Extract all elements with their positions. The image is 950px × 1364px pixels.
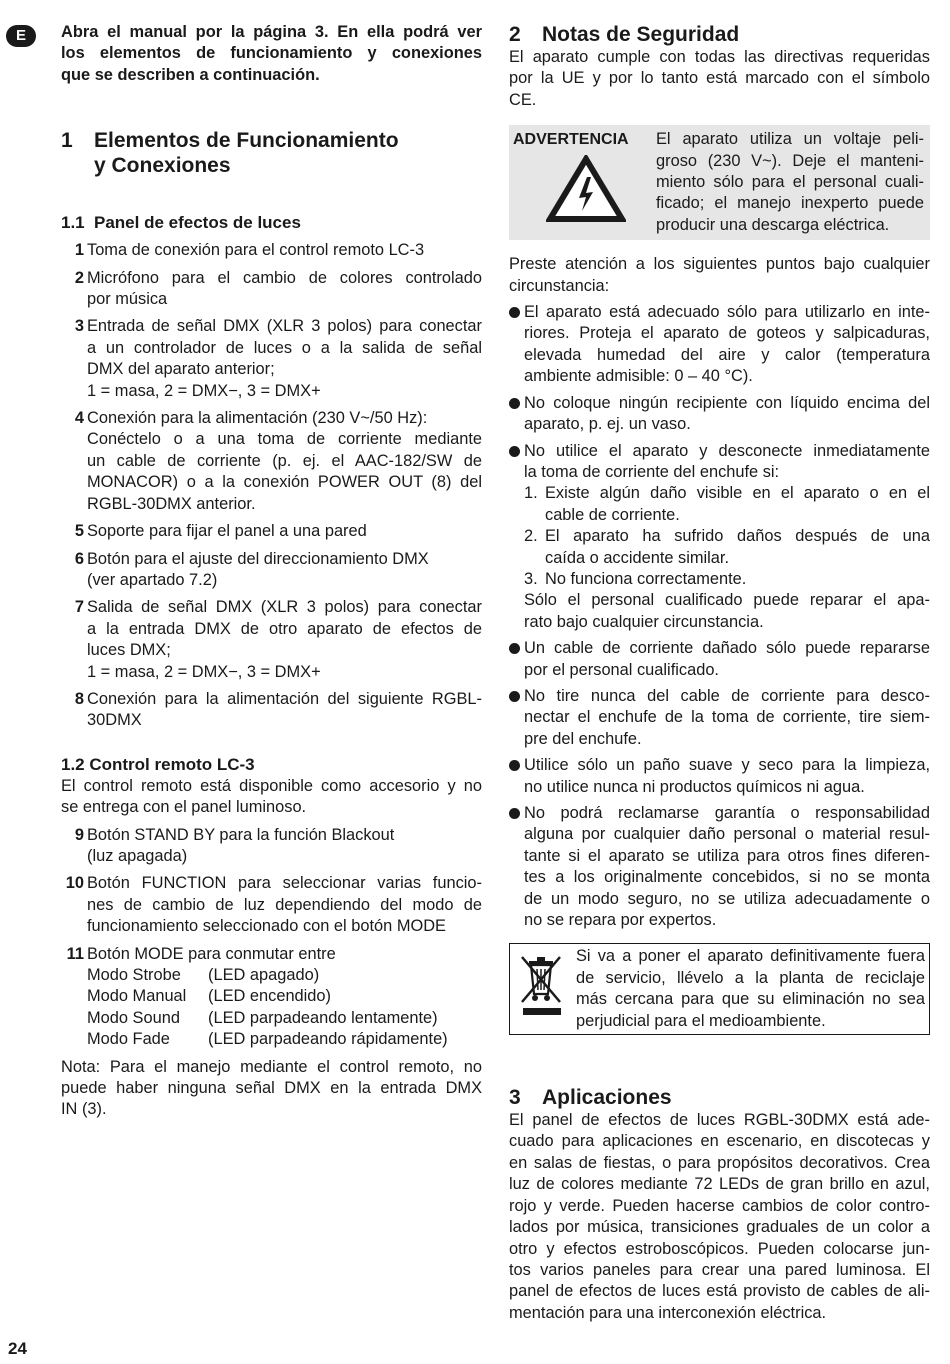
text-line: aparato, p. ej. un vaso.: [524, 415, 691, 434]
numbered-sub-item: [524, 526, 930, 569]
item-number: 5: [74, 522, 84, 541]
text-line: tes a los originalmente concebidos, si no se monta: [524, 868, 930, 887]
subsection-title: Panel de efectos de luces: [94, 213, 301, 233]
item-text-line: 30DMX: [87, 711, 142, 730]
warning-box: [509, 125, 930, 240]
section-number: 1: [61, 129, 73, 153]
text-line: No funciona correctamente.: [545, 569, 747, 588]
list-item: [61, 825, 482, 868]
list-item: [61, 597, 482, 683]
warning-line: ficado; el manejo inexperto puede: [656, 194, 924, 213]
section-title-line: y Conexiones: [94, 154, 231, 178]
item-text-line: (luz apagada): [87, 846, 188, 865]
item-number: 6: [74, 549, 84, 568]
text-line: Un cable de corriente dañado sólo puede repararse: [524, 639, 930, 658]
bullet-item: [509, 803, 930, 931]
remote-intro-line: se entrega con el panel luminoso.: [61, 798, 307, 817]
right-column: [509, 22, 930, 1324]
item-text-line: Soporte para fijar el panel a una pared: [87, 522, 367, 541]
item-text-line: Conexión para la alimentación (230 V~/50 Hz):: [87, 409, 428, 428]
sub-item-number: 1.: [524, 484, 538, 503]
item-text-line: Conexión para la alimentación del siguiente RGBL-: [87, 689, 482, 708]
warning-line: groso (230 V~). Deje el manteni-: [656, 151, 924, 170]
text-line: rojo y verde. Pueden hacerse cambios de color contro-: [509, 1196, 930, 1215]
text-line: otro y efectos estroboscópicos. Pueden colocarse jun-: [509, 1239, 930, 1258]
intro-line: Abra el manual por la página 3. En ella podrá ver: [61, 23, 482, 41]
remote-intro: [61, 776, 482, 819]
text-line: Utilice sólo un paño suave y seco para la limpieza,: [524, 756, 930, 775]
mode-state: (LED apagado): [208, 966, 320, 984]
ce-line: El aparato cumple con todas las directivas requeridas: [509, 48, 930, 66]
note-line: Nota: Para el manejo mediante el control remoto, no: [61, 1057, 482, 1076]
item-text-line: por música: [87, 290, 168, 309]
text-line: No podrá reclamarse garantía o responsabilidad: [524, 804, 930, 822]
item-text-line: a un controlador de luces o a la salida de señal: [87, 338, 482, 357]
subsection-1-1-heading: [61, 212, 482, 234]
list-item: [61, 268, 482, 311]
remote-items-list: [61, 825, 482, 938]
list-item: [61, 549, 482, 592]
item-number: 7: [74, 598, 84, 617]
bullet-dot-icon: [509, 441, 524, 634]
sub-item-number: 2.: [524, 527, 538, 546]
list-item: [61, 240, 482, 261]
item-text-line: RGBL-30DMX anterior.: [87, 494, 256, 513]
item-text-line: Botón FUNCTION para seleccionar varias funcio-: [87, 874, 482, 893]
bullet-dot-icon: [509, 803, 524, 931]
text-line: panel de efectos de luces está provisto de cables de ali-: [509, 1282, 930, 1301]
attention-line: Preste atención a los siguientes puntos bajo cualquier: [509, 255, 930, 274]
warning-line: producir una descarga eléctrica.: [656, 215, 890, 234]
mode-name: Modo Strobe: [87, 966, 181, 984]
item-number: 10: [65, 874, 84, 893]
text-line: no se repara por expertos.: [524, 911, 717, 930]
bullet-item: [509, 302, 930, 388]
text-line: riores. Proteja el aparato de goteos y salpicaduras,: [524, 324, 930, 343]
intro-paragraph: [61, 22, 482, 86]
attention-paragraph: [509, 254, 930, 297]
high-voltage-warning-icon: [546, 155, 626, 223]
text-line: pre del enchufe.: [524, 729, 642, 748]
safety-bullet-list: [509, 302, 930, 931]
warning-text: [653, 129, 924, 236]
text-line: elevada humedad del aire y calor (temperatura: [524, 345, 930, 364]
item-number: 8: [74, 689, 84, 708]
recycling-text: [576, 946, 925, 1032]
item-text-line: Salida de señal DMX (XLR 3 polos) para conectar: [87, 598, 482, 617]
text-line: alguna por cualquier daño personal o material resul-: [524, 825, 930, 844]
section-number: 2: [509, 23, 521, 46]
item-text-line: Botón para el ajuste del direccionamiento DMX: [87, 549, 429, 568]
text-line: en salas de fiestas, o para propósitos decorativos. Crea: [509, 1153, 930, 1172]
list-item: [61, 316, 482, 402]
text-line: Sólo el personal cualificado puede reparar el apa-: [524, 591, 930, 610]
item-number: 9: [74, 825, 84, 844]
text-line: de un modo seguro, no se utiliza adecuadamente o: [524, 889, 930, 908]
mode-name: Modo Fade: [87, 1030, 170, 1049]
bullet-item: [509, 755, 930, 798]
item-text-line: Botón MODE para conmutar entre: [87, 944, 336, 963]
item-text-line: Toma de conexión para el control remoto LC-3: [87, 241, 425, 260]
item-text-line: a la entrada DMX de otro aparato de efectos de: [87, 619, 482, 638]
recycling-line: perjudicial para el medioambiente.: [576, 1011, 826, 1030]
mode-name: Modo Manual: [87, 987, 187, 1006]
mode-state: (LED parpadeando lentamente): [208, 1008, 438, 1027]
item-number: 1: [74, 241, 84, 260]
item-text-line: Micrófono para el cambio de colores controlado: [87, 268, 482, 287]
item-text-line: funcionamiento seleccionado con el botón MODE: [87, 917, 446, 936]
mode-name: Modo Sound: [87, 1008, 180, 1027]
crossed-out-bin-icon: [516, 952, 568, 1020]
text-line: cuado para aplicaciones en escenario, en discotecas y: [509, 1132, 930, 1151]
bullet-dot-icon: [509, 755, 524, 798]
text-line: caída o accidente similar.: [545, 548, 730, 567]
subsection-number: 1.1: [61, 213, 85, 233]
text-line: luz de colores mediante 72 LEDs de gran brillo en azul,: [509, 1175, 930, 1194]
section-title: Notas de Seguridad: [542, 23, 740, 46]
note-line: puede haber ninguna señal DMX en la entrada DMX: [61, 1079, 482, 1098]
list-item: [61, 873, 482, 937]
text-line: tante si el aparato se utiliza para otros fines diferen-: [524, 846, 930, 865]
item-text-line: nes de cambio de luz dependiendo del modo de: [87, 895, 482, 914]
text-line: cable de corriente.: [545, 505, 680, 524]
warning-line: miento sólo para el personal cuali-: [656, 173, 924, 192]
text-line: No utilice el aparato y desconecte inmediatamente: [524, 441, 930, 460]
text-line: nectar el enchufe de la toma de corriente, tire siem-: [524, 708, 930, 727]
item-text-line: MONACOR) o a la conexión POWER OUT (8) del: [87, 473, 482, 492]
text-line: lados por música, transiciones graduales de un color a: [509, 1218, 930, 1237]
intro-line: que se describen a continuación.: [61, 65, 320, 84]
item-text-line: Botón STAND BY para la función Blackout: [87, 825, 395, 844]
list-item: [61, 408, 482, 515]
item-number: 11: [66, 944, 84, 963]
recycling-line: Si va a poner el aparato definitivamente fuera: [576, 947, 925, 966]
item-text-line: 1 = masa, 2 = DMX−, 3 = DMX+: [87, 381, 321, 400]
recycling-line: más cercana para que su eliminación no sea: [576, 990, 925, 1009]
item-number: 3: [74, 317, 84, 336]
applications-paragraph: [509, 1110, 930, 1324]
recycling-line: de servicio, llévelo a la planta de reciclaje: [576, 968, 925, 987]
text-line: por el personal cualificado.: [524, 660, 719, 679]
item-text-line: Entrada de señal DMX (XLR 3 polos) para conectar: [87, 317, 482, 336]
intro-line: los elementos de funcionamiento y conexiones: [61, 44, 482, 63]
bullet-dot-icon: [509, 302, 524, 388]
remote-intro-line: El control remoto está disponible como accesorio y no: [61, 776, 482, 795]
note-line: IN (3).: [61, 1100, 107, 1119]
text-line: mentación para una interconexión eléctrica.: [509, 1303, 827, 1322]
numbered-sub-item: [524, 569, 930, 590]
text-line: El aparato está adecuado sólo para utilizarlo en inte-: [524, 303, 930, 322]
ce-mark: CE.: [509, 90, 537, 109]
panel-items-list: [61, 240, 482, 732]
bullet-dot-icon: [509, 686, 524, 750]
item-text-line: Conéctelo o a una toma de corriente mediante: [87, 430, 482, 449]
ce-line: por la UE y por lo tanto está marcado con el símbolo: [509, 69, 930, 88]
warning-line: El aparato utiliza un voltaje peli-: [656, 130, 924, 149]
text-line: la toma de corriente del enchufe si:: [524, 462, 780, 481]
section-2-heading: [509, 22, 930, 47]
item-text-line: un cable de corriente (p. ej. el AAC-182/SW de: [87, 451, 482, 470]
bullet-item: [509, 638, 930, 681]
mode-state: (LED parpadeando rápidamente): [208, 1030, 448, 1049]
text-line: Existe algún daño visible en el aparato o en el: [545, 484, 930, 503]
remote-note: [61, 1057, 482, 1121]
section-3-heading: [509, 1085, 930, 1110]
text-line: ambiente admisible: 0 – 40 °C).: [524, 367, 753, 386]
remote-item-11: [61, 944, 482, 1051]
item-text-line: 1 = masa, 2 = DMX−, 3 = DMX+: [87, 662, 321, 681]
mode-state: (LED encendido): [208, 987, 332, 1006]
recycling-box: [509, 943, 930, 1035]
text-line: No coloque ningún recipiente con líquido encima del: [524, 393, 930, 412]
language-badge: E: [6, 25, 36, 47]
bullet-dot-icon: [509, 393, 524, 436]
bullet-item: [509, 686, 930, 750]
left-column: [61, 22, 482, 1121]
text-line: El panel de efectos de luces RGBL-30DMX está ade-: [509, 1111, 930, 1130]
list-item: [61, 689, 482, 732]
section-number: 3: [509, 1086, 521, 1110]
text-line: tos varios paneles para crear una pared luminosa. El: [509, 1260, 930, 1279]
warning-label: ADVERTENCIA: [513, 131, 629, 149]
subsection-1-2-heading: 1.2 Control remoto LC-3: [61, 754, 255, 774]
section-title-line: Elementos de Funcionamiento: [94, 129, 399, 153]
bullet-dot-icon: [509, 638, 524, 681]
attention-line: circunstancia:: [509, 276, 610, 295]
list-item: [61, 521, 482, 542]
bullet-item: [509, 393, 930, 436]
item-text-line: DMX del aparato anterior;: [87, 360, 275, 379]
item-text-line: (ver apartado 7.2): [87, 570, 218, 589]
text-line: rato bajo cualquier circunstancia.: [524, 612, 764, 631]
item-number: 4: [74, 409, 84, 428]
bullet-item: [509, 441, 930, 634]
numbered-sub-item: [524, 483, 930, 526]
section-title: Aplicaciones: [542, 1086, 672, 1110]
item-text-line: luces DMX;: [87, 641, 171, 660]
sub-item-number: 3.: [524, 569, 538, 588]
section-1-heading: [61, 128, 482, 178]
text-line: no utilice nunca ni productos químicos ni agua.: [524, 777, 865, 796]
item-number: 2: [74, 268, 84, 287]
text-line: No tire nunca del cable de corriente para desco-: [524, 686, 930, 705]
mode-table: [87, 965, 482, 1051]
page-number: 24: [8, 1339, 27, 1358]
ce-compliance-paragraph: [509, 47, 930, 111]
text-line: El aparato ha sufrido daños después de una: [545, 527, 930, 546]
